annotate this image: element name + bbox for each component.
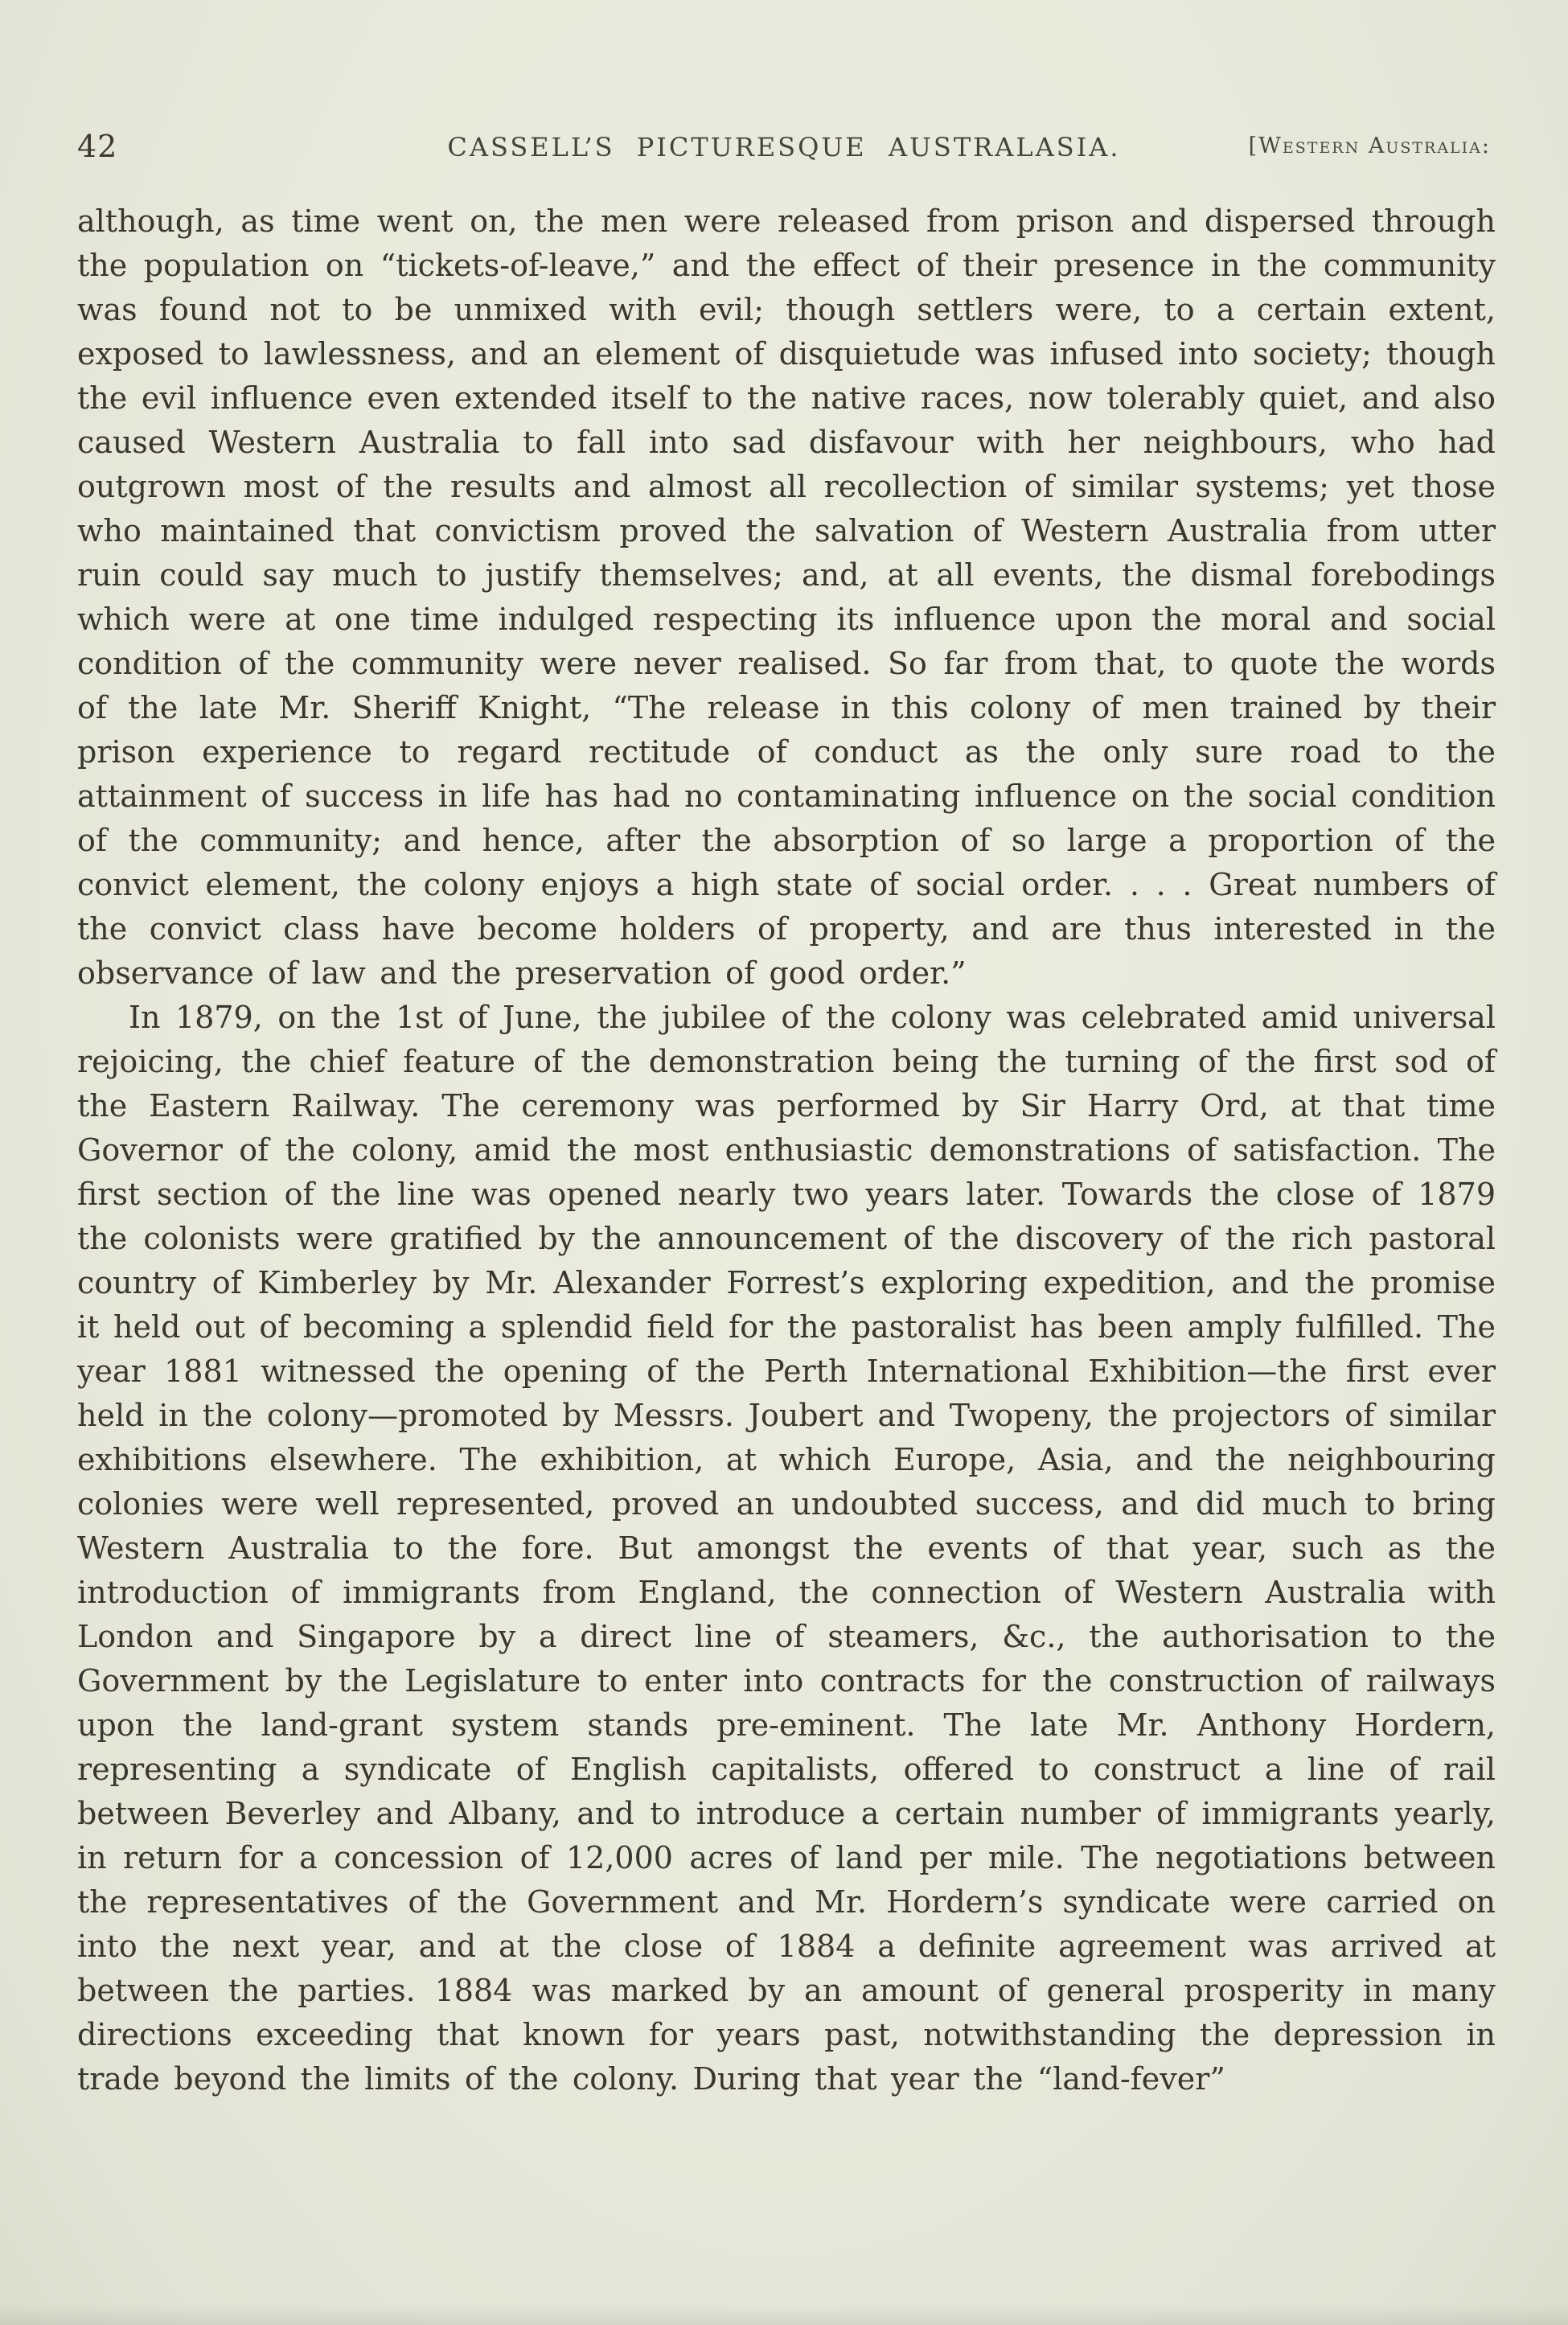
- paragraph-jubilee: In 1879, on the 1st of June, the jubilee of the colony was celebrated amid universal rejoicing, the chief feature of the demonstration being the turning of the first sod of the Eastern Railway. The ceremony was performed by Sir Harry Ord, at that time Governor of the colony, amid the most enthusiastic demonstrations of satisfaction. The first section of the line was opened nearly two years later. Towards the close of 1879 the colonists were gratified by the announcement of the discovery of the rich pastoral country of Kimberley by Mr. Alexander Forrest’s exploring expedition, and the promise it held out of becoming a splendid field for the pastoralist has been amply fulfilled. The year 1881 witnessed the opening of the Perth International Exhibition—the first ever held in the colony—promoted by Messrs. Joubert and Twopeny, the projectors of similar exhibitions elsewhere. The exhibition, at which Europe, Asia, and the neighbouring colonies were well represented, proved an undoubted success, and did much to bring Western Australia to the fore. But amongst the events of that year, such as the introduction of immigrants from England, the connection of Western Australia with London and Singapore by a direct line of steamers, &c., the authorisation to the Government by the Legislature to enter into contracts for the construction of railways upon the land-grant system stands pre-eminent. The late Mr. Anthony Hordern, representing a syndicate of English capitalists, offered to construct a line of rail between Beverley and Albany, and to introduce a certain number of immigrants yearly, in return for a concession of 12,000 acres of land per mile. The negotiations between the representatives of the Government and Mr. Hordern’s syndicate were carried on into the next year, and at the close of 1884 a definite agreement was arrived at between the parties. 1884 was marked by an amount of general prosperity in many directions exceeding that known for years past, notwithstanding the depression in trade beyond the limits of the colony. During that year the “land-fever”: [77, 1000, 1496, 2097]
- paragraph-continuation: although, as time went on, the men were released from prison and dispersed through the population on “tickets-of-leave,” and the effect of their presence in the community was found not to be unmixed with evil; though settlers were, to a certain extent, exposed to lawlessness, and an element of disquietude was infused into society; though the evil influence even extended itself to the native races, now tolerably quiet, and also caused Western Australia to fall into sad disfavour with her neighbours, who had outgrown most of the results and almost all recollection of similar systems; yet those who maintained that convictism proved the salvation of Western Australia from utter ruin could say much to justify themselves; and, at all events, the dismal forebodings which were at one time indulged respecting its influence upon the moral and social condition of the community were never realised. So far from that, to quote the words of the late Mr. Sheriff Knight, “The release in this colony of men trained by their prison experience to regard rectitude of conduct as the only sure road to the attainment of success in life has had no contaminating influence on the social condition of the community; and hence, after the absorption of so large a proportion of the convict element, the colony enjoys a high state of social order. . . . Great numbers of the convict class have become holders of property, and are thus interested in the observance of law and the preservation of good order.”: [77, 203, 1496, 991]
- body-text: [77, 199, 1496, 2101]
- section-label: [Western Australia:: [1248, 134, 1491, 158]
- running-title: CASSELL’S PICTURESQUE AUSTRALASIA.: [447, 132, 1121, 162]
- page-header: [77, 127, 1491, 166]
- page-number: 42: [77, 129, 118, 164]
